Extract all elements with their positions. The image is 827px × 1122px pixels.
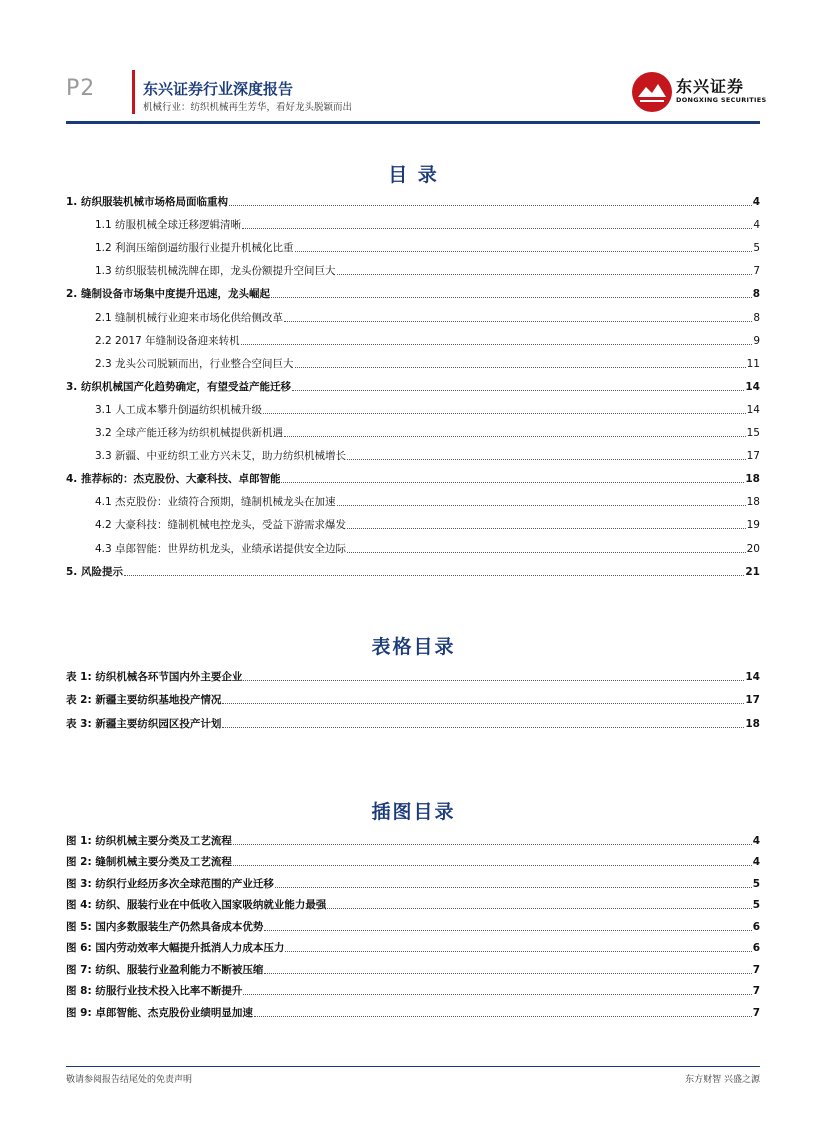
tables-toc-list [66,660,760,731]
toc-entry-label: 2.1 缝制机械行业迎来市场化供给侧改革 [95,311,284,324]
dot-leader [254,1015,752,1017]
dot-leader [275,886,752,888]
toc-entry-page: 4 [752,196,760,209]
logo-cn-text: 东兴证券 [676,77,745,96]
toc-entry-page: 17 [746,450,760,463]
toc-entry[interactable] [66,440,760,463]
toc-entry[interactable] [66,532,760,555]
figures_toc-entry[interactable] [66,998,760,1020]
toc-entry[interactable] [66,232,760,255]
dot-leader [327,907,751,909]
toc-entry-page: 19 [746,519,760,532]
toc-entry[interactable] [66,486,760,509]
dot-leader [295,250,753,252]
toc-entry-page: 7 [752,1006,760,1019]
toc-entry-page: 14 [746,403,760,416]
figures_toc-entry[interactable] [66,891,760,913]
toc-entry-page: 4 [752,834,760,847]
dot-leader [264,972,751,974]
toc-entry-label: 2.3 龙头公司脱颖而出，行业整合空间巨大 [95,357,294,370]
report-subtitle: 机械行业：纺织机械再生芳华，看好龙头脱颖而出 [143,102,353,113]
toc-entry-label: 1.1 纺服机械全球迁移逻辑清晰 [95,219,242,232]
toc-entry-label: 1.3 纺织服装机械洗牌在即，龙头份额提升空间巨大 [95,265,336,278]
toc-entry[interactable] [66,209,760,232]
tables_toc-entry[interactable] [66,660,760,684]
toc-entry-page: 18 [746,496,760,509]
logo-en-text: DONGXING SECURITIES [676,96,767,104]
toc-entry-page: 8 [752,288,760,301]
figures-toc-list [66,826,760,1020]
header-rule [66,121,760,124]
toc-entry-label: 3. 纺织机械国产化趋势确定，有望受益产能迁移 [66,380,291,393]
toc-entry-page: 21 [745,565,760,578]
page-number: P2 [66,76,96,101]
figures_toc-entry[interactable] [66,955,760,977]
toc-entry-label: 1. 纺织服装机械市场格局面临重构 [66,196,228,209]
dot-leader [222,702,744,704]
toc-entry[interactable] [66,394,760,417]
toc-entry-page: 18 [745,473,760,486]
toc-entry-page: 6 [752,920,760,933]
toc-entry-page: 15 [746,427,760,440]
toc-entry-label: 5. 风险提示 [66,565,123,578]
toc-entry-label: 3.2 全球产能迁移为纺织机械提供新机遇 [95,427,284,440]
toc-entry-page: 5 [752,899,760,911]
toc-entry[interactable] [66,556,760,579]
toc-entry-label: 表 1: 纺织机械各环节国内外主要企业 [66,670,243,683]
toc-entry-page: 20 [746,542,760,555]
dot-leader [233,843,752,845]
toc-entry-label: 图 5: 国内多数服装生产仍然具备成本优势 [66,920,264,933]
toc-entry-label: 图 3: 纺织行业经历多次全球范围的产业迁移 [66,877,274,890]
toc-entry[interactable] [66,348,760,371]
figures_toc-entry[interactable] [66,848,760,870]
toc-entry-page: 6 [752,942,760,954]
toc-entry-page: 4 [753,219,760,232]
toc-entry-label: 2.2 2017 年缝制设备迎来转机 [95,334,240,347]
toc-entry-label: 表 3: 新疆主要纺织园区投产计划 [66,717,222,730]
dot-leader [284,435,746,437]
toc-entry-page: 5 [753,242,760,255]
tables_toc-entry[interactable] [66,707,760,731]
figures_toc-entry[interactable] [66,826,760,848]
toc-entry[interactable] [66,463,760,486]
toc-entry-label: 表 2: 新疆主要纺织基地投产情况 [66,694,222,706]
figures_toc-entry[interactable] [66,869,760,891]
dot-leader [242,227,752,229]
toc-entry-label: 3.1 人工成本攀升倒逼纺织机械升级 [95,403,263,416]
toc-entry-label: 图 4: 纺织、服装行业在中低收入国家吸纳就业能力最强 [66,899,327,911]
report-title: 东兴证券行业深度报告 [143,80,294,98]
toc-entry-page: 9 [753,334,760,347]
tables-toc-title: 表格目录 [371,636,456,658]
figures-toc-title: 插图目录 [371,801,456,823]
toc-title: 目 录 [388,164,439,186]
toc-entry[interactable] [66,186,760,209]
toc-entry[interactable] [66,325,760,348]
toc-entry-page: 7 [753,265,760,278]
toc-entry-page: 14 [745,380,760,393]
toc-entry[interactable] [66,371,760,394]
header-accent-bar [132,70,135,114]
footer-rule [66,1066,760,1067]
dot-leader [285,950,751,952]
toc-entry-page: 14 [745,670,760,683]
dot-leader [124,574,744,576]
figures_toc-entry[interactable] [66,934,760,956]
dot-leader [337,504,746,506]
toc-entry-page: 7 [752,963,760,976]
dot-leader [347,551,746,553]
figures_toc-entry[interactable] [66,977,760,999]
toc-list [66,186,760,579]
toc-entry-page: 18 [745,717,760,730]
dot-leader [281,481,744,483]
toc-entry[interactable] [66,278,760,301]
toc-entry[interactable] [66,417,760,440]
toc-entry[interactable] [66,255,760,278]
toc-entry[interactable] [66,301,760,324]
toc-entry-page: 17 [745,694,760,706]
toc-entry-page: 11 [746,357,760,370]
toc-entry-label: 4.2 大豪科技：缝制机械电控龙头，受益下游需求爆发 [95,519,347,532]
toc-entry-label: 3.3 新疆、中亚纺织工业方兴未艾，助力纺织机械增长 [95,450,347,463]
toc-entry-label: 4. 推荐标的：杰克股份、大豪科技、卓郎智能 [66,473,281,486]
toc-entry-page: 5 [752,877,760,890]
toc-entry-page: 4 [752,856,760,868]
toc-entry-label: 图 1: 纺织机械主要分类及工艺流程 [66,834,232,847]
toc-entry-label: 4.3 卓郎智能：世界纺机龙头，业绩承诺提供安全边际 [95,542,347,555]
dot-leader [243,993,751,995]
dot-leader [229,204,752,206]
dot-leader [295,366,746,368]
toc-entry-label: 图 2: 缝制机械主要分类及工艺流程 [66,856,232,868]
dot-leader [222,726,744,728]
dot-leader [264,929,751,931]
dot-leader [284,320,752,322]
toc-entry-page: 8 [753,311,760,324]
dot-leader [292,389,744,391]
disclaimer-note: 敬请参阅报告结尾处的免责声明 [66,1075,193,1085]
toc-entry[interactable] [66,509,760,532]
dot-leader [233,864,752,866]
toc-entry-page: 7 [752,985,760,997]
dot-leader [263,412,746,414]
dot-leader [243,679,744,681]
toc-entry-label: 图 9: 卓郎智能、杰克股份业绩明显加速 [66,1006,253,1019]
toc-entry-label: 4.1 杰克股份：业绩符合预期，缝制机械龙头在加速 [95,496,336,509]
figures_toc-entry[interactable] [66,912,760,934]
dot-leader [347,458,746,460]
toc-entry-label: 图 6: 国内劳动效率大幅提升抵消人力成本压力 [66,942,285,954]
toc-entry-label: 图 7: 纺织、服装行业盈利能力不断被压缩 [66,963,264,976]
dot-leader [347,527,746,529]
toc-entry-label: 图 8: 纺服行业技术投入比率不断提升 [66,985,243,997]
dot-leader [337,273,753,275]
tables_toc-entry[interactable] [66,684,760,708]
dot-leader [241,343,753,345]
dot-leader [271,296,752,298]
toc-entry-label: 2. 缝制设备市场集中度提升迅速，龙头崛起 [66,288,270,301]
footer-slogan: 东方财智 兴盛之源 [685,1075,760,1085]
toc-entry-label: 1.2 利润压缩倒逼纺服行业提升机械化比重 [95,242,294,255]
